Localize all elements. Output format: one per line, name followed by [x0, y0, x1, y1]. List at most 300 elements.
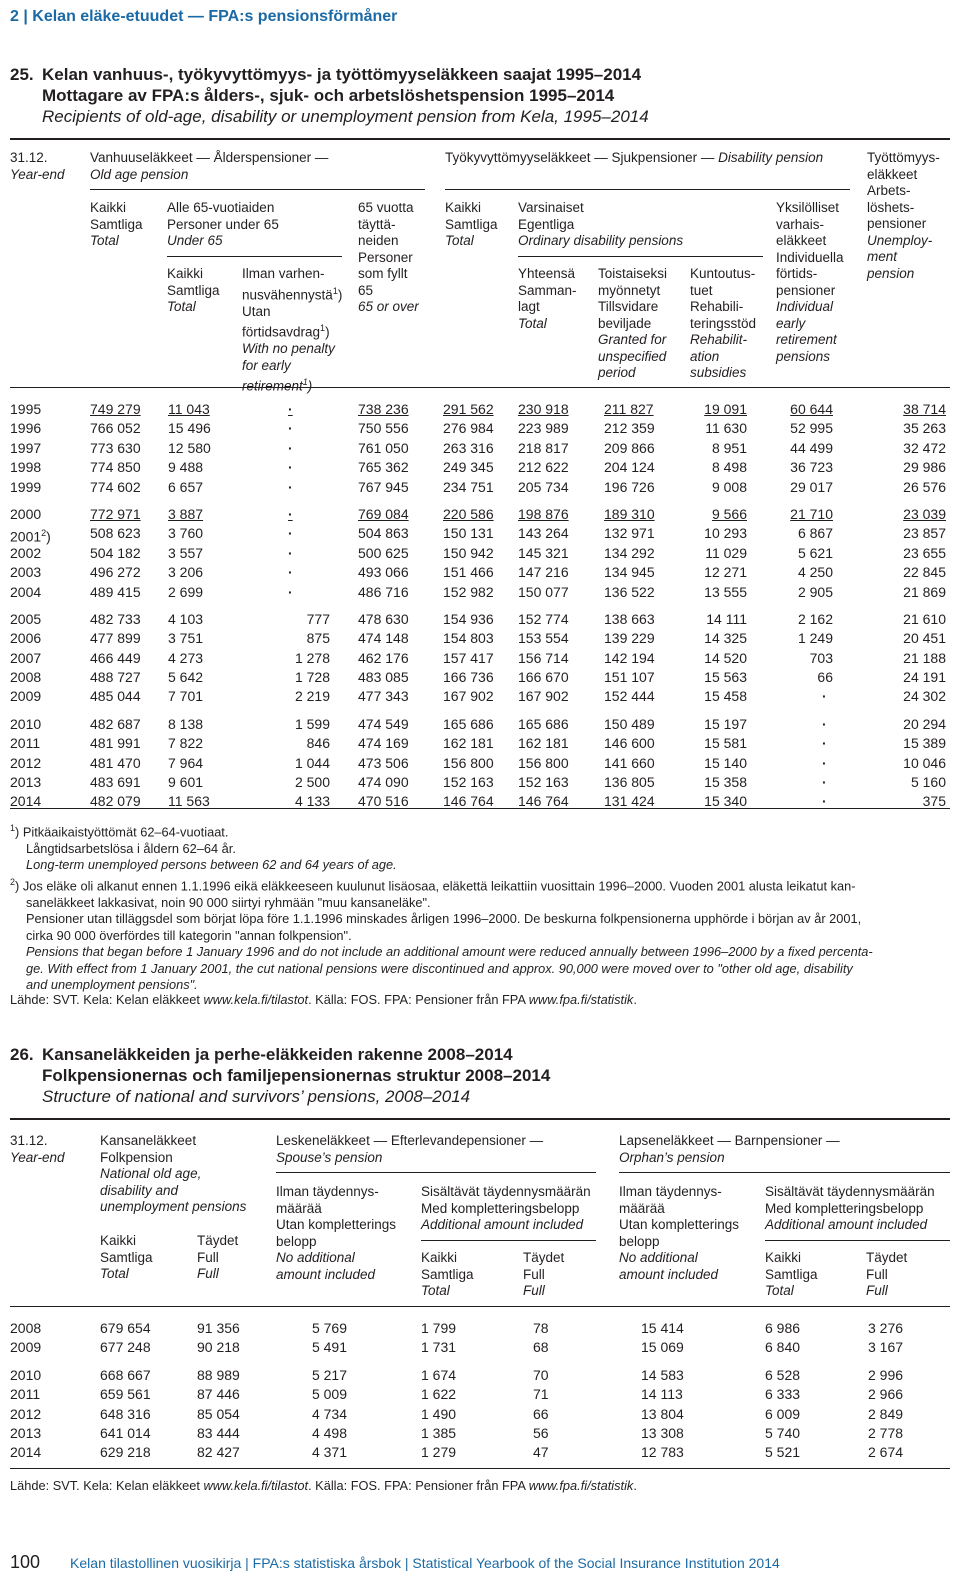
- table-cell: 152 444: [604, 688, 655, 705]
- table-cell: 9 601: [168, 774, 204, 791]
- table-cell: 15 340: [704, 793, 747, 810]
- table-cell: 165 686: [443, 715, 494, 732]
- t25-h-disability-group: Työkyvyttömyyseläkkeet — Sjukpensioner — Disability pension: [445, 150, 824, 165]
- table-cell: 474 090: [358, 774, 409, 791]
- table-cell: 23 857: [903, 525, 946, 542]
- year-cell: 1999: [10, 478, 42, 495]
- table-cell: ·: [822, 688, 827, 705]
- table-cell: 15 581: [704, 735, 747, 752]
- year-cell: 2008: [10, 1320, 42, 1336]
- table-cell: 7 701: [168, 688, 204, 705]
- year-cell: 2014: [10, 793, 42, 810]
- table-cell: 3 557: [168, 544, 204, 561]
- table-cell: 489 415: [90, 583, 141, 600]
- table-cell: ·: [822, 774, 827, 791]
- table-cell: 13 308: [641, 1424, 684, 1441]
- t25-h-under65: Alle 65-vuotiaiden Personer under 65 Under 65: [167, 200, 279, 248]
- t25-h-dis-total: Kaikki Samtliga Total: [445, 200, 498, 248]
- table-cell: 7 964: [168, 754, 204, 771]
- table-cell: 249 345: [443, 459, 494, 476]
- table-cell: 478 630: [358, 610, 409, 627]
- table25-title: [10, 64, 649, 127]
- table-cell: 166 736: [443, 669, 494, 686]
- table-cell: 470 516: [358, 793, 409, 810]
- table-cell: 151 107: [604, 669, 655, 686]
- table-cell: 36 723: [790, 459, 833, 476]
- table-cell: 1 490: [421, 1405, 457, 1422]
- table-cell: 5 217: [311, 1366, 347, 1383]
- table-cell: 375: [922, 793, 946, 810]
- table-cell: 12 271: [704, 564, 747, 581]
- table-cell: 87 446: [197, 1386, 240, 1403]
- table-cell: ·: [288, 564, 293, 581]
- t25-h-ordinary: Varsinaiset Egentliga Ordinary disability pensions: [518, 200, 684, 248]
- table-cell: 23 039: [903, 505, 946, 522]
- table-row: [10, 505, 950, 524]
- table-row: [10, 583, 950, 602]
- year-cell: 2005: [10, 610, 42, 627]
- t25-disability-rule: [445, 189, 850, 190]
- table-cell: ·: [288, 525, 293, 542]
- table-cell: 32 472: [903, 439, 946, 456]
- table-cell: 4 498: [311, 1424, 347, 1441]
- table-cell: 473 506: [358, 754, 409, 771]
- table-cell: 10 293: [704, 525, 747, 542]
- table-cell: 766 052: [90, 420, 141, 437]
- t25-h-oldage-group: Vanhuuseläkkeet — Ålderspensioner — Old age pension: [90, 150, 329, 182]
- table-cell: 150 942: [443, 544, 494, 561]
- table-cell: 500 625: [358, 544, 409, 561]
- table-cell: 5 160: [910, 774, 946, 791]
- t25-h-individual: Yksilölliset varhais- eläkkeet Individuella förtids- pensioner Individual early retirement pensions: [776, 200, 844, 364]
- table-row: [10, 439, 950, 458]
- table-cell: 152 982: [443, 583, 494, 600]
- table-cell: 82 427: [197, 1444, 240, 1461]
- table-cell: 2 966: [868, 1386, 904, 1403]
- table-cell: 1 674: [421, 1366, 457, 1383]
- table-cell: 6 009: [765, 1405, 801, 1422]
- table-cell: 4 250: [797, 564, 833, 581]
- table-cell: 482 079: [90, 793, 141, 810]
- t25-h-sum: Yhteensä Samman- lagt Total: [518, 266, 577, 331]
- table-cell: 11 563: [168, 793, 210, 810]
- table-cell: 486 716: [358, 583, 409, 600]
- table-cell: 504 182: [90, 544, 141, 561]
- table-cell: 131 424: [604, 793, 655, 810]
- t25-h-unspecified: Toistaiseksi myönnetyt Tillsvidare beviljade Granted for unspecified period: [598, 266, 668, 380]
- year-cell: 2010: [10, 715, 42, 732]
- table-cell: ·: [288, 478, 293, 495]
- table-cell: 9 566: [711, 505, 747, 522]
- table-cell: 677 248: [100, 1339, 151, 1356]
- table-cell: 2 162: [797, 610, 833, 627]
- t26-h-national: Kansaneläkkeet Folkpension National old age, disability and unemployment pensions: [100, 1133, 247, 1214]
- year-cell: 2000: [10, 505, 42, 522]
- table-cell: 2 699: [168, 583, 204, 600]
- table-cell: 83 444: [197, 1424, 240, 1441]
- table-cell: 11 043: [168, 401, 210, 417]
- table-cell: 474 549: [358, 715, 409, 732]
- table-cell: ·: [288, 583, 293, 600]
- year-cell: 2002: [10, 544, 42, 561]
- table-cell: 146 764: [518, 793, 569, 810]
- table25-number: 25.: [10, 65, 34, 84]
- table-cell: 1 728: [294, 669, 330, 686]
- table-row: [10, 668, 950, 687]
- table-cell: 234 751: [443, 478, 494, 495]
- table-cell: ·: [288, 401, 293, 417]
- table25-title-en: Recipients of old-age, disability or unemployment pension from Kela, 1995–2014: [42, 107, 649, 126]
- table-cell: 7 822: [168, 735, 204, 752]
- table-cell: 496 272: [90, 564, 141, 581]
- table-cell: 777: [306, 610, 330, 627]
- table-cell: 15 197: [704, 715, 747, 732]
- table-cell: 156 800: [443, 754, 494, 771]
- t26-h-spouse-add: Sisältävät täydennysmäärän Med kompletteringsbelopp Additional amount included: [421, 1184, 591, 1232]
- table-cell: 165 686: [518, 715, 569, 732]
- table-cell: 6 840: [765, 1339, 801, 1356]
- table-cell: 774 850: [90, 459, 141, 476]
- table-cell: 1 385: [421, 1424, 457, 1441]
- table-cell: 2 500: [294, 774, 330, 791]
- table26-bottom-rule: [10, 1468, 950, 1469]
- t25-h-no-penalty: Ilman varhen- nusvähennystä$^1$) Utan förtidsavdrag$^1$) With no penalty for early retirement$^1$): [242, 266, 343, 394]
- table-cell: 629 218: [100, 1444, 151, 1461]
- table-cell: 488 727: [90, 669, 141, 686]
- t25-h-over65: 65 vuotta täyttä- neiden Personer som fyllt 65 65 or over: [358, 200, 419, 314]
- year-cell: 2008: [10, 669, 42, 686]
- year-cell: 2004: [10, 583, 42, 600]
- t26-h-orphan-full: Täydet Full Full: [866, 1250, 908, 1298]
- table-cell: 5 769: [311, 1320, 347, 1336]
- table-row: [10, 1405, 950, 1424]
- table-cell: 146 600: [604, 735, 655, 752]
- table-cell: 132 971: [604, 525, 655, 542]
- table-row: [10, 1366, 950, 1385]
- year-cell: 1997: [10, 439, 42, 456]
- table-cell: 167 902: [518, 688, 569, 705]
- table-cell: 15 458: [704, 688, 747, 705]
- t26-h-orphan-total: Kaikki Samtliga Total: [765, 1250, 818, 1298]
- table-cell: 3 760: [168, 525, 204, 542]
- table25-footnotes: $^1$) Pitkäaikaistyöttömät 62–64-vuotiaat. Långtidsarbetslösa i åldern 62–64 år. Long-term unemployed persons between 62 and 64 years of age. $^2$) Jos eläke oli alkanut ennen 1.1.1996 eikä eläkkeeseen kuulunut lisäosaa, eläkettä leikattiin vuosittain 1996–2000. Vuoden 2001 alusta leikatut kan- saneläkkeet lakkasivat, noin 90 000 siirtyi ryhmään "muu kansaneläke". Pensioner utan tilläggsdel som börjat löpa före 1.1.1996 minskades årligen 1996–2000. De beskurna folkpensionerna upphörde i början av år 2001, cirka 90 000 överfördes till kategorin "annan folkpension". Pensions that began before 1 January 1996 and do not include an additional amount were reduced annually between 1996–2000 by a fixed percenta- ge. With effect from 1 January 2001, the cut national pensions were discontinued and approx. 90,000 were moved over to "other old age, disability and unemployment pensions".: [10, 823, 873, 993]
- table-cell: ·: [822, 793, 827, 810]
- table-cell: 1 599: [294, 715, 330, 732]
- table-cell: 466 449: [90, 649, 141, 666]
- year-cell: 2014: [10, 1444, 42, 1461]
- table-cell: ·: [288, 439, 293, 456]
- table-cell: 846: [306, 735, 330, 752]
- table-cell: 88 989: [197, 1366, 240, 1383]
- table-cell: 679 654: [100, 1320, 151, 1336]
- table-cell: ·: [822, 754, 827, 771]
- table26-title-sv: Folkpensionernas och familjepensionernas struktur 2008–2014: [42, 1066, 551, 1085]
- table-cell: 481 470: [90, 754, 141, 771]
- table-cell: 11 630: [705, 420, 747, 437]
- t25-h-unemployment: Työttömyys- eläkkeet Arbets- löshets- pensioner Unemploy- ment pension: [867, 150, 940, 281]
- table-cell: 196 726: [604, 478, 655, 495]
- table-row: [10, 400, 950, 419]
- table26-title-en: Structure of national and survivors’ pensions, 2008–2014: [42, 1087, 471, 1106]
- table-cell: 5 521: [765, 1444, 801, 1461]
- table-cell: 223 989: [518, 420, 569, 437]
- table-cell: 8 951: [711, 439, 747, 456]
- table-cell: 26 576: [903, 478, 946, 495]
- table-cell: 134 945: [604, 564, 655, 581]
- table-cell: 761 050: [358, 439, 409, 456]
- table-cell: 641 014: [100, 1424, 151, 1441]
- table-row: [10, 773, 950, 792]
- table26-header-rule: [10, 1306, 950, 1307]
- table-cell: 47: [533, 1444, 549, 1461]
- table-cell: 3 206: [168, 564, 204, 581]
- table-cell: 134 292: [604, 544, 655, 561]
- table-cell: 9 008: [711, 478, 747, 495]
- table-cell: ·: [288, 420, 293, 437]
- table-cell: 12 783: [641, 1444, 684, 1461]
- table-cell: 508 623: [90, 525, 141, 542]
- table-cell: 136 522: [604, 583, 655, 600]
- t26-h-spouse-noadd: Ilman täydennys- määrää Utan kompletterings belopp No additional amount included: [276, 1184, 397, 1282]
- table-row: [10, 1424, 950, 1443]
- table-cell: 6 333: [765, 1386, 801, 1403]
- table-cell: 85 054: [197, 1405, 240, 1422]
- table-cell: 29 986: [903, 459, 946, 476]
- table-cell: 6 528: [765, 1366, 801, 1383]
- t26-orphan-rule: [619, 1172, 950, 1173]
- table-cell: 212 359: [604, 420, 655, 437]
- table-cell: 139 229: [604, 630, 655, 647]
- table-cell: 4 273: [168, 649, 204, 666]
- table-cell: 143 264: [518, 525, 569, 542]
- table-cell: 738 236: [358, 401, 409, 417]
- table-cell: 52 995: [790, 420, 833, 437]
- table-cell: 21 610: [903, 610, 946, 627]
- table-cell: 11 029: [705, 544, 747, 561]
- table-cell: 749 279: [90, 401, 141, 417]
- table-cell: 493 066: [358, 564, 409, 581]
- table-cell: 15 496: [168, 420, 211, 437]
- table-cell: 14 325: [704, 630, 747, 647]
- table-cell: 157 417: [443, 649, 494, 666]
- table-cell: 146 764: [443, 793, 494, 810]
- t26-h-spouse-full: Täydet Full Full: [523, 1250, 565, 1298]
- table-cell: 481 991: [90, 735, 141, 752]
- table-cell: 482 687: [90, 715, 141, 732]
- table-cell: 154 803: [443, 630, 494, 647]
- table-cell: 66: [817, 669, 833, 686]
- year-cell: 2012: [10, 754, 42, 771]
- t26-h-orphan-add: Sisältävät täydennysmäärän Med kompletteringsbelopp Additional amount included: [765, 1184, 935, 1232]
- table-cell: 15 389: [903, 735, 946, 752]
- year-cell: 2010: [10, 1366, 42, 1383]
- table-cell: 24 191: [903, 669, 946, 686]
- table-cell: 772 971: [90, 505, 141, 522]
- t26-h-date: 31.12. Year-end: [10, 1133, 65, 1165]
- table-cell: 189 310: [604, 505, 655, 522]
- t26-orphan-add-rule: [765, 1240, 950, 1241]
- year-cell: 2009: [10, 688, 42, 705]
- table-cell: 483 691: [90, 774, 141, 791]
- table-cell: 14 113: [641, 1386, 683, 1403]
- table-cell: 6 867: [797, 525, 833, 542]
- t25-h-date: 31.12. Year-end: [10, 150, 65, 182]
- year-cell: 1995: [10, 401, 42, 417]
- table-cell: ·: [288, 459, 293, 476]
- table-cell: 5 621: [797, 544, 833, 561]
- year-cell: 2003: [10, 564, 42, 581]
- year-cell: 2011: [10, 1386, 41, 1403]
- t25-h-under65-total: Kaikki Samtliga Total: [167, 266, 220, 314]
- table-cell: 6 657: [168, 478, 204, 495]
- table-cell: 1 044: [294, 754, 330, 771]
- table-cell: 477 899: [90, 630, 141, 647]
- table-cell: 1 622: [421, 1386, 457, 1403]
- table-cell: 263 316: [443, 439, 494, 456]
- table-cell: 66: [533, 1405, 549, 1422]
- year-cell: 2009: [10, 1339, 42, 1356]
- t26-h-orphan-noadd: Ilman täydennys- määrää Utan kompletterings belopp No additional amount included: [619, 1184, 740, 1282]
- table26-top-rule: [10, 1118, 950, 1120]
- table-cell: 15 414: [641, 1320, 684, 1336]
- table26-number: 26.: [10, 1045, 34, 1064]
- table26-body: [10, 1319, 950, 1463]
- table-cell: 60 644: [790, 401, 833, 417]
- table-cell: 1 731: [421, 1339, 457, 1356]
- table-cell: 1 799: [421, 1320, 457, 1336]
- table-cell: 5 009: [311, 1386, 347, 1403]
- t26-h-spouse-total: Kaikki Samtliga Total: [421, 1250, 474, 1298]
- t25-under65-rule: [167, 256, 342, 257]
- table-cell: 150 077: [518, 583, 569, 600]
- t26-spouse-add-rule: [421, 1240, 596, 1241]
- table-cell: 2 778: [868, 1424, 904, 1441]
- table-cell: 462 176: [358, 649, 409, 666]
- table-cell: 166 670: [518, 669, 569, 686]
- table-cell: 13 804: [641, 1405, 684, 1422]
- table-cell: 21 869: [903, 583, 946, 600]
- table-cell: 142 194: [604, 649, 655, 666]
- table-row: [10, 1319, 950, 1338]
- table-cell: 15 140: [704, 754, 747, 771]
- footnote-marker: 2: [41, 528, 47, 539]
- table-row: [10, 610, 950, 629]
- table-cell: 151 466: [443, 564, 494, 581]
- table-cell: 3 887: [168, 505, 204, 522]
- table-cell: 3 167: [868, 1339, 904, 1356]
- year-cell: 1998: [10, 459, 42, 476]
- table-cell: 153 554: [518, 630, 569, 647]
- table-cell: 198 876: [518, 505, 569, 522]
- table-cell: 477 343: [358, 688, 409, 705]
- table-cell: 209 866: [604, 439, 655, 456]
- year-cell: 2011: [10, 735, 41, 752]
- table-cell: 24 302: [903, 688, 946, 705]
- table-cell: 485 044: [90, 688, 141, 705]
- year-cell: 2007: [10, 649, 42, 666]
- table-cell: 230 918: [518, 401, 569, 417]
- table-cell: 21 188: [903, 649, 946, 666]
- year-cell: 2013: [10, 1424, 42, 1441]
- table-row: [10, 629, 950, 648]
- table-cell: 150 489: [604, 715, 655, 732]
- table-cell: 14 520: [704, 649, 747, 666]
- table-cell: 2 849: [868, 1405, 904, 1422]
- table-cell: 2 674: [868, 1444, 904, 1461]
- table-cell: 68: [533, 1339, 549, 1356]
- table-row: [10, 478, 950, 497]
- table-cell: 276 984: [443, 420, 494, 437]
- table-cell: 152 163: [518, 774, 569, 791]
- table-cell: 774 602: [90, 478, 141, 495]
- table-row: [10, 649, 950, 668]
- table-cell: 15 069: [641, 1339, 684, 1356]
- t25-ordinary-rule: [518, 256, 763, 257]
- t26-spouse-rule: [276, 1172, 596, 1173]
- table-cell: 152 163: [443, 774, 494, 791]
- year-cell: 2001$^2$): [10, 528, 51, 545]
- table-cell: 156 714: [518, 649, 569, 666]
- table26-title-fi: Kansaneläkkeiden ja perhe-eläkkeiden rakenne 2008–2014: [42, 1045, 513, 1064]
- t25-oldage-rule: [90, 189, 425, 190]
- table-cell: 648 316: [100, 1405, 151, 1422]
- table-cell: 220 586: [443, 505, 494, 522]
- table-cell: 145 321: [518, 544, 569, 561]
- table-cell: 2 996: [868, 1366, 904, 1383]
- table-cell: 5 642: [168, 669, 204, 686]
- table-cell: 71: [533, 1386, 549, 1403]
- table-cell: ·: [822, 735, 827, 752]
- page-number: 100: [10, 1552, 41, 1572]
- table-cell: 19 091: [704, 401, 747, 417]
- table-cell: 9 488: [168, 459, 204, 476]
- table-cell: 765 362: [358, 459, 409, 476]
- footer-text: Kelan tilastollinen vuosikirja | FPA:s statistiska årsbok | Statistical Yearbook of the Social Insurance Institution 2014: [70, 1555, 780, 1571]
- t25-h-total: Kaikki Samtliga Total: [90, 200, 143, 248]
- t25-h-rehab: Kuntoutus- tuet Rehabili- teringsstöd Rehabilit- ation subsidies: [690, 266, 757, 380]
- table-row: [10, 715, 950, 734]
- table-cell: 15 563: [704, 669, 747, 686]
- table-cell: 20 294: [903, 715, 946, 732]
- table-cell: 20 451: [903, 630, 946, 647]
- table-row: [10, 1385, 950, 1404]
- table-row: [10, 544, 950, 563]
- table-row: [10, 687, 950, 706]
- table-cell: 35 263: [903, 420, 946, 437]
- table-cell: 205 734: [518, 478, 569, 495]
- table-cell: 474 148: [358, 630, 409, 647]
- table-cell: 2 219: [294, 688, 330, 705]
- table26-title: [10, 1044, 550, 1107]
- table-cell: 482 733: [90, 610, 141, 627]
- table-cell: 703: [809, 649, 833, 666]
- table25-title-sv: Mottagare av FPA:s ålders-, sjuk- och arbetslöshetspension 1995–2014: [42, 86, 615, 105]
- table-cell: 162 181: [518, 735, 569, 752]
- table-cell: 152 774: [518, 610, 569, 627]
- table-cell: 38 714: [903, 401, 946, 417]
- table-row: [10, 1338, 950, 1357]
- table-cell: 4 103: [168, 610, 204, 627]
- table-cell: 6 986: [765, 1320, 801, 1336]
- table-cell: 90 218: [197, 1339, 240, 1356]
- table-cell: 483 085: [358, 669, 409, 686]
- table-cell: 750 556: [358, 420, 409, 437]
- table-cell: 668 667: [100, 1366, 151, 1383]
- table-cell: 8 138: [168, 715, 204, 732]
- year-cell: 2012: [10, 1405, 42, 1422]
- table-cell: 15 358: [704, 774, 747, 791]
- table25-source: Lähde: SVT. Kela: Kelan eläkkeet www.kela.fi/tilastot. Källa: FOS. FPA: Pensioner från FPA www.fpa.fi/statistik.: [10, 992, 637, 1007]
